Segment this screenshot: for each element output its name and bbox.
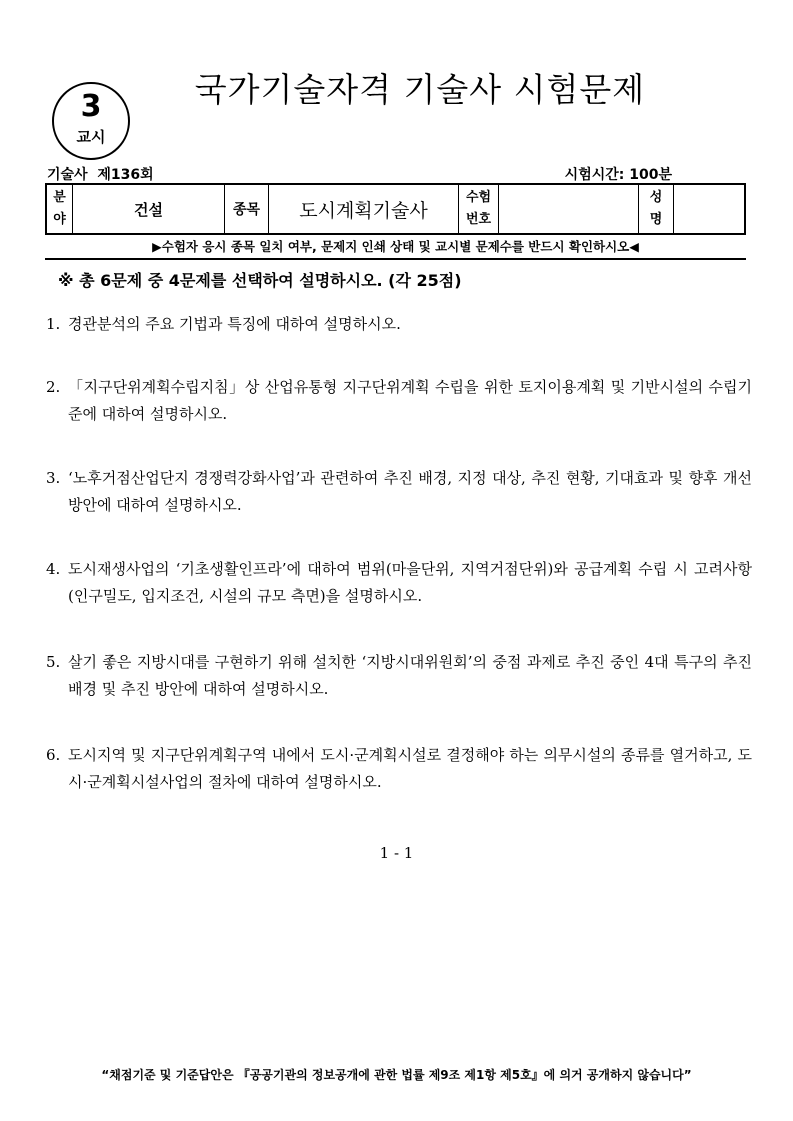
page-number: 1 - 1 <box>379 844 414 862</box>
exam-round: 기술사 제136회 <box>47 167 154 183</box>
question-number: 6. <box>46 746 61 764</box>
question-number: 4. <box>46 560 61 578</box>
instruction: ※ 총 6문제 중 4문제를 선택하여 설명하시오. (각 25점) <box>58 271 462 290</box>
exam-number-field[interactable] <box>499 185 639 233</box>
field-label-line-2: 야 <box>53 212 66 227</box>
question-text: 도시재생사업의 ‘기초생활인프라’에 대하여 범위(마을단위, 지역거점단위)와 공급계획 수립 시 고려사항(인구밀도, 입지조건, 시설의 규모 측면)을 설명하시오. <box>68 560 752 605</box>
question-number: 5. <box>46 653 61 671</box>
name-label-line-2: 명 <box>649 212 663 227</box>
field-value: 건설 <box>73 185 225 233</box>
field-label-line-1: 분 <box>53 190 66 205</box>
name-label-line-1: 성 <box>649 190 663 205</box>
category-value: 도시계획기술사 <box>269 185 459 233</box>
exam-number-label-line-1: 수험 <box>465 190 492 205</box>
footer-disclaimer: “채점기준 및 기준답안은 『공공기관의 정보공개에 관한 법률 제9조 제1항 제5호』에 의거 공개하지 않습니다” <box>101 1068 692 1082</box>
session-number: 3 <box>80 89 102 124</box>
exam-number-label-cell <box>459 185 499 233</box>
question-text: 경관분석의 주요 기법과 특징에 대하여 설명하시오. <box>68 315 401 333</box>
question-text: 살기 좋은 지방시대를 구현하기 위해 설치한 ‘지방시대위원회’의 중점 과제로 추진 중인 4대 특구의 추진 배경 및 추진 방안에 대하여 설명하시오. <box>68 653 752 698</box>
session-badge <box>52 82 130 160</box>
category-label: 종목 <box>225 185 269 233</box>
question-text: 도시지역 및 지구단위계획구역 내에서 도시·군계획시설로 결정해야 하는 의무시설의 종류를 열거하고, 도시·군계획시설사업의 절차에 대하여 설명하시오. <box>68 746 752 791</box>
question-text: 「지구단위계획수립지침」상 산업유통형 지구단위계획 수립을 위한 토지이용계획 및 기반시설의 수립기준에 대하여 설명하시오. <box>68 378 752 423</box>
question-5 <box>46 649 752 703</box>
question-3 <box>46 465 752 519</box>
name-label-cell <box>639 185 674 233</box>
name-field[interactable] <box>674 185 744 233</box>
question-6 <box>46 742 752 796</box>
question-4 <box>46 556 752 610</box>
question-2 <box>46 374 752 428</box>
question-text: ‘노후거점산업단지 경쟁력강화사업’과 관련하여 추진 배경, 지정 대상, 추진 현황, 기대효과 및 향후 개선방안에 대하여 설명하시오. <box>68 469 752 514</box>
field-label-cell <box>47 185 73 233</box>
question-number: 2. <box>46 378 61 396</box>
exam-number-label-line-2: 번호 <box>465 212 492 227</box>
question-number: 3. <box>46 469 61 487</box>
question-1 <box>46 311 752 338</box>
check-notice: ▶수험자 응시 종목 일치 여부, 문제지 인쇄 상태 및 교시별 문제수를 반드시 확인하시오◀ <box>152 239 639 254</box>
exam-duration: 시험시간: 100분 <box>564 167 672 183</box>
page-title: 국가기술자격 기술사 시험문제 <box>194 70 646 109</box>
question-number: 1. <box>46 315 61 333</box>
session-label: 교시 <box>76 128 106 146</box>
exam-info-table <box>45 183 746 235</box>
divider <box>45 258 746 260</box>
